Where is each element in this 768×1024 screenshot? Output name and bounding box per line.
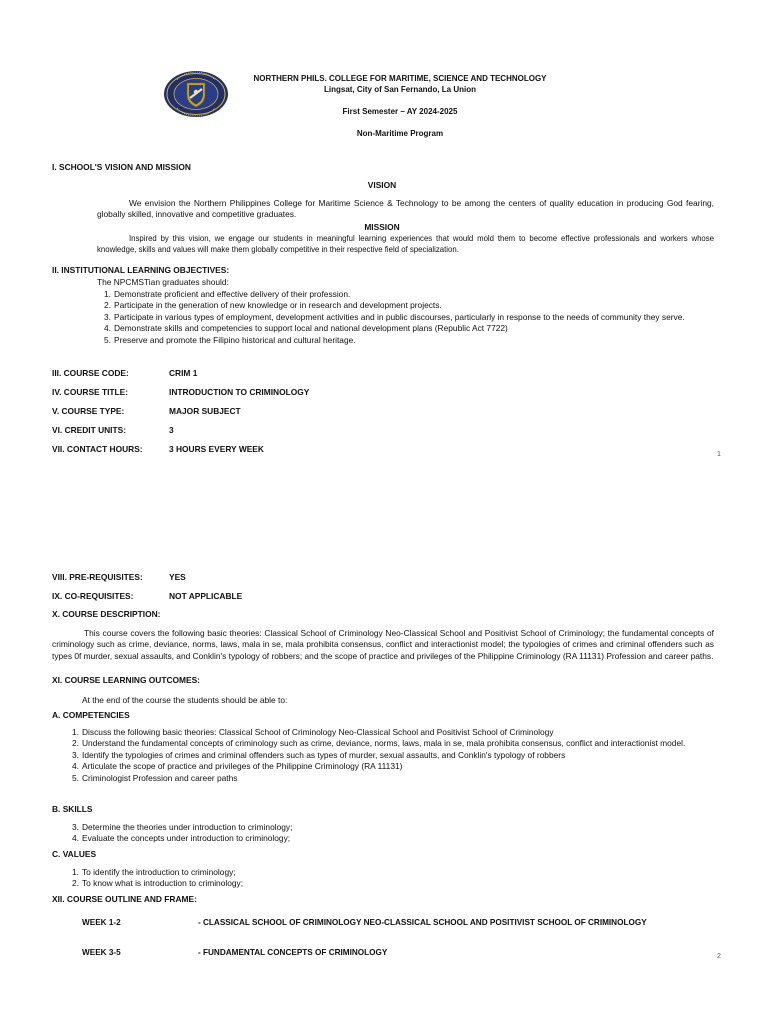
ilo-list: [97, 289, 714, 346]
competency-item-text: Identify the typologies of crimes and criminal offenders such as types of murder, sexual assaults, and Conklin's typology of robbers: [82, 749, 566, 760]
course-code-value: CRIM 1: [169, 368, 198, 378]
competency-item-text: Articulate the scope of practice and privileges of the Philippine Criminology (RA 11131): [82, 761, 403, 772]
ilo-item-number: 3.: [104, 311, 111, 322]
values-list: [65, 867, 714, 890]
competency-item-number: 3.: [72, 749, 79, 760]
ilo-item-text: Preserve and promote the Filipino historical and cultural heritage.: [114, 334, 356, 345]
skill-item: [65, 833, 714, 844]
ilo-item: [97, 289, 714, 300]
skills-heading: B. SKILLS: [52, 804, 93, 814]
college-name: NORTHERN PHILS. COLLEGE FOR MARITIME, SCIENCE AND TECHNOLOGY: [253, 74, 547, 83]
course-title-label: IV. COURSE TITLE:: [52, 387, 129, 397]
competencies-list: [65, 727, 714, 784]
vision-mission-heading: I. SCHOOL'S VISION AND MISSION: [52, 162, 191, 172]
outcomes-intro: At the end of the course the students should be able to:: [82, 695, 288, 705]
outcomes-heading: XI. COURSE LEARNING OUTCOMES:: [52, 675, 200, 685]
ilo-item-number: 1.: [104, 289, 111, 299]
corequisites-label: IX. CO-REQUISITES:: [52, 591, 134, 601]
competency-item: [65, 738, 714, 749]
page-number-2: 2: [717, 953, 721, 960]
vision-text: We envision the Northern Philippines College for Maritime Science & Technology to be among the centers of quality education in producing God fearing, globally skilled, innovative and competitive graduates.: [97, 198, 714, 220]
prerequisites-value: YES: [169, 572, 186, 582]
prerequisites-label: VIII. PRE-REQUISITES:: [52, 572, 143, 582]
corequisites-value: NOT APPLICABLE: [169, 591, 243, 601]
skills-list: [65, 822, 714, 845]
description-text: This course covers the following basic theories: Classical School of Criminology Neo-Classical School and Positivist School of Criminology; the fundamental concepts of criminology such as crime, deviance, norms, laws, mala in se, mala prohibita consensus, conflict and interactionist model; the typologies of crimes and criminal offenders such as types 0f murder, sexual assaults, and Conklin's typology of robbers; and the scope of practice and privileges of the Philippine Criminology (RA 11131) Profession and career paths.: [52, 628, 714, 661]
ilo-item: [97, 300, 714, 311]
value-item: [65, 867, 714, 878]
week-2-topic: - FUNDAMENTAL CONCEPTS OF CRIMINOLOGY: [198, 948, 388, 957]
competency-item-number: 4.: [72, 761, 79, 772]
college-address: Lingsat, City of San Fernando, La Union: [323, 85, 476, 94]
semester-line: First Semester – AY 2024-2025: [342, 107, 458, 116]
ilo-item-number: 5.: [104, 334, 111, 345]
ilo-item-text: Demonstrate skills and competencies to support local and national development plans (Republic Act 7722): [114, 323, 508, 334]
mission-title: MISSION: [364, 222, 400, 232]
values-heading: C. VALUES: [52, 849, 97, 859]
competency-item: [65, 773, 714, 784]
vision-title: VISION: [367, 180, 397, 190]
page-number-1: 1: [717, 451, 721, 458]
competency-item-number: 2.: [72, 738, 79, 749]
course-title-value: INTRODUCTION TO CRIMINOLOGY: [169, 387, 310, 397]
competency-item-number: 1.: [72, 727, 79, 737]
value-item-text: To identify the introduction to criminology;: [82, 867, 236, 877]
course-type-label: V. COURSE TYPE:: [52, 406, 125, 416]
competency-item-text: Criminologist Profession and career paths: [82, 772, 238, 783]
ilo-intro: The NPCMSTian graduates should:: [97, 277, 229, 287]
competency-item: [65, 727, 714, 738]
document-header: [200, 73, 600, 139]
skill-item-number: 4.: [72, 833, 79, 844]
competency-item: [65, 761, 714, 772]
course-code-label: III. COURSE CODE:: [52, 368, 129, 378]
competency-item-number: 5.: [72, 772, 79, 783]
contact-hours-value: 3 HOURS EVERY WEEK: [169, 444, 264, 454]
ilo-item: [97, 312, 714, 323]
ilo-item-text: Participate in various types of employment, development activities and in public discourses, particularly in response to the needs of community they serve.: [114, 311, 685, 322]
description-heading: X. COURSE DESCRIPTION:: [52, 609, 161, 619]
week-1-label: WEEK 1-2: [82, 918, 121, 927]
week-2-label: WEEK 3-5: [82, 948, 121, 957]
skill-item-text: Determine the theories under introduction to criminology;: [82, 822, 293, 832]
value-item: [65, 878, 714, 889]
program-line: Non-Maritime Program: [356, 129, 444, 138]
ilo-item: [97, 335, 714, 346]
skill-item: [65, 822, 714, 833]
competency-item-text: Understand the fundamental concepts of criminology such as crime, deviance, norms, laws, mala in se, mala prohibita consensus, conflict and interactionist model.: [82, 738, 686, 749]
ilo-item-number: 2.: [104, 300, 111, 311]
competencies-heading: A. COMPETENCIES: [52, 710, 130, 720]
ilo-heading: II. INSTITUTIONAL LEARNING OBJECTIVES:: [52, 265, 230, 275]
outline-heading: XII. COURSE OUTLINE AND FRAME:: [52, 894, 197, 904]
course-type-value: MAJOR SUBJECT: [169, 406, 241, 416]
credit-units-label: VI. CREDIT UNITS:: [52, 425, 126, 435]
competency-item: [65, 750, 714, 761]
week-1-topic: - CLASSICAL SCHOOL OF CRIMINOLOGY NEO-CLASSICAL SCHOOL AND POSITIVIST SCHOOL OF CRIMINOLOGY: [198, 918, 647, 927]
contact-hours-label: VII. CONTACT HOURS:: [52, 444, 143, 454]
ilo-item: [97, 323, 714, 334]
value-item-number: 2.: [72, 878, 79, 889]
competency-item-text: Discuss the following basic theories: Classical School of Criminology Neo-Classical School and Positivist School of Criminology: [82, 727, 554, 737]
value-item-text: To know what is introduction to criminology;: [82, 878, 244, 889]
ilo-item-text: Demonstrate proficient and effective delivery of their profession.: [114, 289, 351, 299]
value-item-number: 1.: [72, 867, 79, 877]
ilo-item-number: 4.: [104, 323, 111, 334]
credit-units-value: 3: [169, 425, 174, 435]
ilo-item-text: Participate in the generation of new knowledge or in research and development projects.: [114, 300, 442, 311]
skill-item-text: Evaluate the concepts under introduction to criminology;: [82, 833, 291, 844]
skill-item-number: 3.: [72, 822, 79, 832]
mission-text: Inspired by this vision, we engage our students in meaningful learning experiences that would mold them to become effective professionals and workers whose knowledge, skills and values will make them globally competitive in their respective field of specialization.: [97, 234, 714, 254]
